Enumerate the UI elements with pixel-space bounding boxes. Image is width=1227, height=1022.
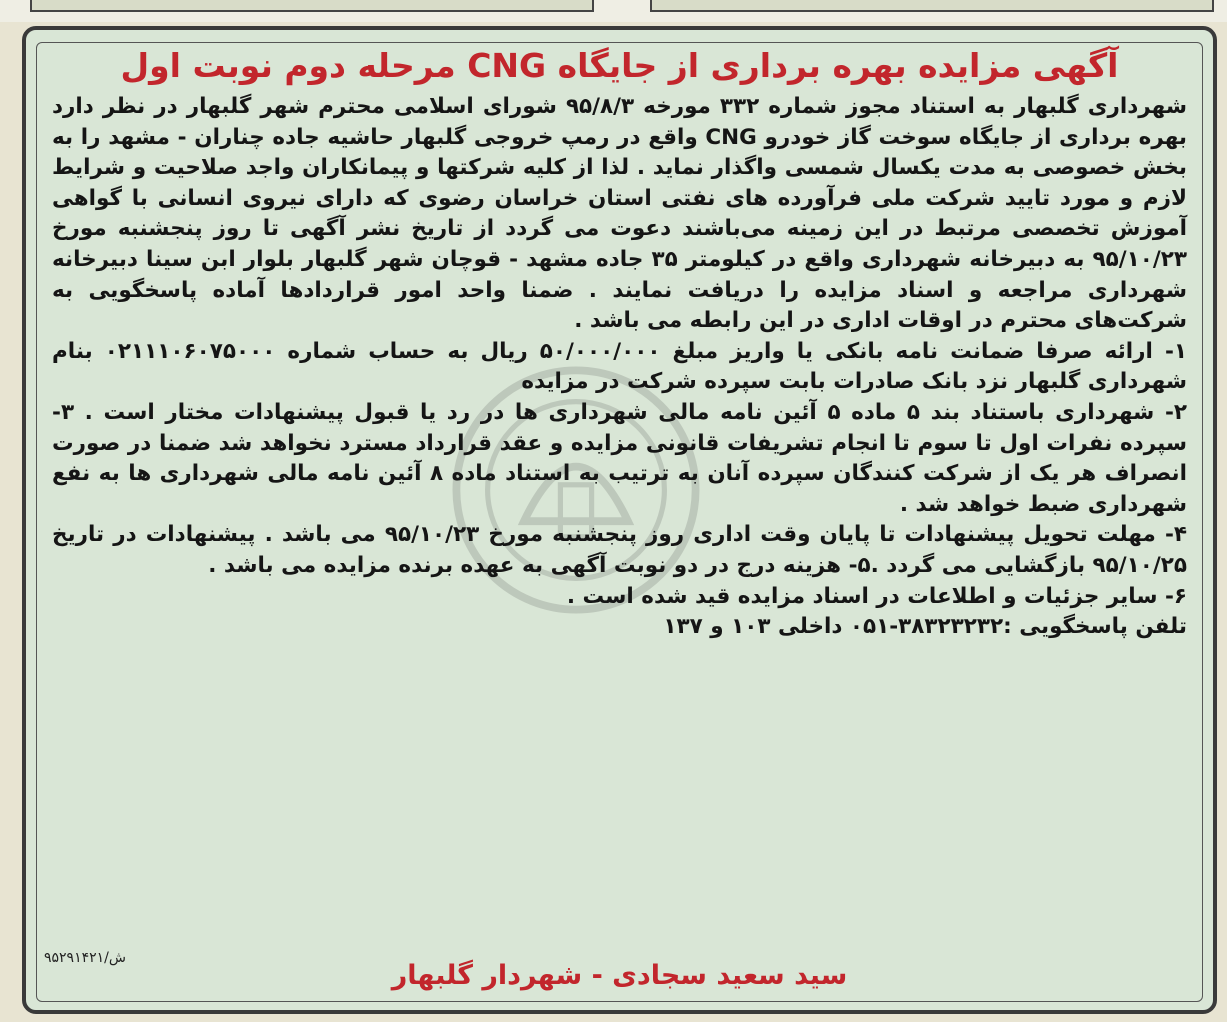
- adjacent-ad-box-right: [650, 0, 1214, 12]
- notice-content: [52, 44, 1187, 643]
- notice-title: آگهی مزایده بهره برداری از جایگاه CNG مرحله دوم نوبت اول: [120, 46, 1119, 85]
- adjacent-ads-strip: [0, 0, 1227, 22]
- notice-paragraph-item-2-3: ۲- شهرداری باستناد بند ۵ ماده ۵ آئین نامه مالی شهرداری ها در رد یا قبول پیشنهادات مختار است . ۳- سپرده نفرات اول تا سوم تا انجام تشریفات قانونی مزایده و عقد قرارداد مسترد نخواهد شد ضمنا در صورت انصراف هر یک از شرکت کنندگان سپرده آنان به ترتیب به استناد ماده ۸ آئین نامه مالی شهرداری ها به نفع شهرداری ضبط خواهد شد .: [52, 399, 1187, 517]
- notice-paragraph-item-4-5: ۴- مهلت تحویل پیشنهادات تا پایان وقت اداری روز پنجشنبه مورخ ۹۵/۱۰/۲۳ می باشد . پیشنهادات در تاریخ ۹۵/۱۰/۲۵ بازگشایی می گردد .۵- هزینه درج در دو نوبت آگهی به عهده برنده مزایده می باشد .: [52, 522, 1187, 578]
- notice-signature: سید سعید سجادی - شهردار گلبهار: [391, 960, 848, 991]
- notice-frame: [22, 26, 1217, 1014]
- notice-phone-line: تلفن پاسخگویی :۳۸۳۲۳۲۳۲-۰۵۱ داخلی ۱۰۳ و ۱۳۷: [663, 614, 1187, 640]
- notice-reference-code: ۹۵۲۹۱۴۲۱/ش: [44, 950, 126, 966]
- notice-paragraph-item-6: ۶- سایر جزئیات و اطلاعات در اسناد مزایده قید شده است .: [566, 583, 1187, 609]
- notice-paragraph-item-1: ۱- ارائه صرفا ضمانت نامه بانکی یا واریز مبلغ ۵۰/۰۰۰/۰۰۰ ریال به حساب شماره ۰۲۱۱۱۰۶۰۷۵۰۰۰ بنام شهرداری گلبهار نزد بانک صادرات بابت سپرده شرکت در مزایده: [52, 338, 1188, 395]
- notice-paragraph-intro: شهرداری گلبهار به استناد مجوز شماره ۳۳۲ مورخه ۹۵/۸/۳ شورای اسلامی محترم شهر گلبهار در نظر دارد بهره برداری از جایگاه سوخت گاز خودرو CNG واقع در رمپ خروجی گلبهار حاشیه جاده چناران - مشهد را به بخش خصوصی به مدت یکسال شمسی واگذار نماید . لذا از کلیه شرکتها و پیمانکاران واجد صلاحیت و شرایط لازم و مورد تایید شرکت ملی فرآورده های نفتی استان خراسان رضوی که دارای نیروی انسانی با گواهی آموزش تخصصی مرتبط در این زمینه می‌باشند دعوت می گردد از تاریخ نشر آگهی تا روز پنجشنبه مورخ ۹۵/۱۰/۲۳ به دبیرخانه شهرداری واقع در کیلومتر ۳۵ جاده مشهد - قوچان شهر گلبهار بلوار ابن سینا دبیرخانه شهرداری مراجعه و اسناد مزایده را دریافت نمایند . ضمنا واحد امور قراردادها آماده پاسخگویی به شرکت‌های محترم در اوقات اداری در این رابطه می باشد .: [52, 94, 1187, 334]
- adjacent-ad-box-left: [30, 0, 594, 12]
